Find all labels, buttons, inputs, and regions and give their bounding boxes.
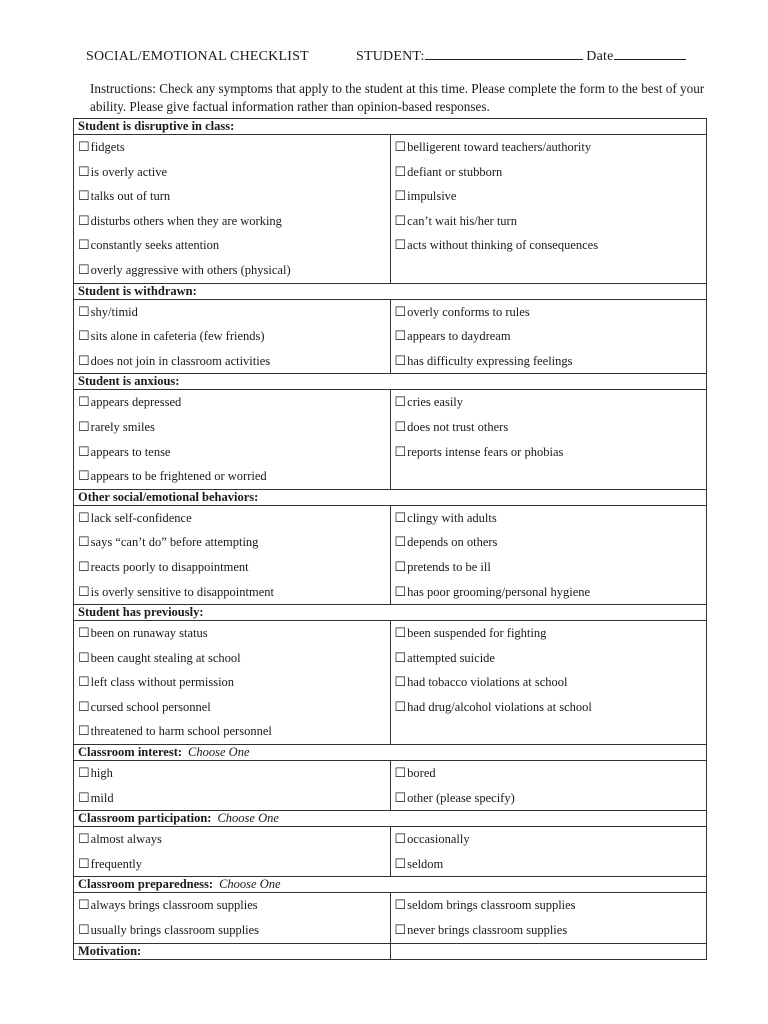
checklist-item-mild[interactable] — [78, 786, 386, 811]
checklist-item-talks-out-of-turn[interactable] — [78, 184, 386, 209]
checklist-item-fidgets[interactable] — [78, 135, 386, 160]
checklist-item-does-not-trust-others[interactable] — [395, 415, 703, 440]
checklist-item-label: almost always — [90, 832, 162, 847]
checklist-item-label: can’t wait his/her turn — [407, 213, 517, 228]
checkbox-icon[interactable]: ☐ — [394, 443, 407, 459]
checkbox-icon[interactable]: ☐ — [394, 509, 407, 525]
checklist-item-clingy-with-adults[interactable] — [395, 506, 703, 531]
choose-one-hint: Choose One — [188, 745, 250, 760]
checklist-item-label: rarely smiles — [90, 419, 155, 434]
checklist-item-belligerent-toward-teachers-authority[interactable] — [395, 135, 703, 160]
checkbox-icon[interactable]: ☐ — [394, 212, 407, 228]
checklist-item-label: lack self-confidence — [90, 510, 192, 525]
checklist-item-almost-always[interactable] — [78, 827, 386, 852]
checklist-item-label: appears to daydream — [407, 329, 511, 344]
checklist-item-depends-on-others[interactable] — [395, 530, 703, 555]
checklist-item-label: shy/timid — [90, 304, 138, 319]
checklist-item-label: reacts poorly to disappointment — [90, 559, 249, 574]
checklist-item-label: does not trust others — [407, 419, 509, 434]
motivation-field[interactable] — [390, 943, 707, 959]
checklist-item-label: sits alone in cafeteria (few friends) — [90, 329, 265, 344]
section-right-column — [390, 135, 707, 284]
checklist-item-label: been caught stealing at school — [90, 650, 241, 665]
checklist-item-overly-conforms-to-rules[interactable] — [395, 300, 703, 325]
checklist-item-label: other (please specify) — [407, 790, 515, 805]
checklist-item-has-poor-grooming-personal-hygiene[interactable] — [395, 580, 703, 605]
student-label: STUDENT: — [356, 49, 425, 64]
section-right-column — [390, 390, 707, 489]
checkbox-icon[interactable]: ☐ — [78, 583, 90, 599]
checklist-item-impulsive[interactable] — [395, 184, 703, 209]
checklist-item-label: frequently — [90, 856, 143, 871]
section-left-column — [74, 299, 391, 374]
section-right-column — [390, 893, 707, 943]
checklist-item-label: appears depressed — [90, 395, 182, 410]
section-header-student-is-disruptive-in-class — [74, 119, 707, 135]
checkbox-icon[interactable]: ☐ — [394, 352, 407, 368]
checklist-item-label: overly conforms to rules — [407, 304, 530, 319]
checklist-item-label: constantly seeks attention — [90, 238, 220, 253]
checkbox-icon[interactable]: ☐ — [78, 139, 90, 154]
checkbox-icon[interactable]: ☐ — [78, 237, 90, 253]
checklist-item-has-difficulty-expressing-feelings[interactable] — [395, 349, 703, 374]
checklist-item-usually-brings-classroom-supplies[interactable] — [78, 918, 386, 943]
checkbox-icon[interactable]: ☐ — [394, 534, 407, 550]
checkbox-icon[interactable]: ☐ — [394, 649, 407, 665]
section-title: Student is anxious: — [78, 374, 180, 389]
checklist-item-shy-timid[interactable] — [78, 300, 386, 325]
checklist-item-label: belligerent toward teachers/authority — [407, 140, 592, 154]
form-header — [86, 46, 726, 65]
checklist-item-label: always brings classroom supplies — [90, 898, 258, 913]
checklist-item-label: says “can’t do” before attempting — [90, 535, 259, 550]
checklist-item-label: disturbs others when they are working — [90, 213, 282, 228]
checkbox-icon[interactable]: ☐ — [394, 139, 407, 154]
checkbox-icon[interactable]: ☐ — [78, 188, 90, 204]
checkbox-icon[interactable]: ☐ — [78, 394, 90, 410]
section-header-student-is-withdrawn — [74, 283, 707, 299]
checkbox-icon[interactable]: ☐ — [394, 558, 407, 574]
checklist-item-label: left class without permission — [90, 675, 235, 690]
checkbox-icon[interactable]: ☐ — [78, 649, 90, 665]
checklist-item-defiant-or-stubborn[interactable] — [395, 160, 703, 185]
checklist-table — [73, 118, 707, 960]
checklist-item-cursed-school-personnel[interactable] — [78, 695, 386, 720]
checklist-item-label: talks out of turn — [90, 189, 171, 204]
section-header-student-has-previously — [74, 605, 707, 621]
checklist-item-label: has difficulty expressing feelings — [407, 353, 573, 368]
checklist-item-label: threatened to harm school personnel — [90, 724, 272, 739]
checklist-item-appears-to-be-frightened-or-worried[interactable] — [78, 464, 386, 489]
section-right-column — [390, 299, 707, 374]
checklist-item-label: attempted suicide — [407, 650, 495, 665]
checkbox-icon[interactable]: ☐ — [394, 789, 407, 805]
checklist-item-pretends-to-be-ill[interactable] — [395, 555, 703, 580]
section-left-column — [74, 390, 391, 489]
checklist-item-label: appears to tense — [90, 444, 171, 459]
checkbox-icon[interactable]: ☐ — [78, 534, 90, 550]
section-title: Student is disruptive in class: — [78, 119, 235, 133]
checklist-item-cries-easily[interactable] — [395, 390, 703, 415]
checklist-item-label: had drug/alcohol violations at school — [407, 699, 592, 714]
checklist-item-label: been suspended for fighting — [407, 626, 547, 641]
checklist-item-been-suspended-for-fighting[interactable] — [395, 621, 703, 646]
checkbox-icon[interactable]: ☐ — [394, 237, 407, 253]
checkbox-icon[interactable]: ☐ — [394, 328, 407, 344]
checklist-item-been-on-runaway-status[interactable] — [78, 621, 386, 646]
checklist-item-label: never brings classroom supplies — [407, 923, 568, 938]
checkbox-icon[interactable]: ☐ — [78, 723, 90, 739]
checklist-item-label: defiant or stubborn — [407, 164, 503, 179]
checklist-item-constantly-seeks-attention[interactable] — [78, 233, 386, 258]
checkbox-icon[interactable]: ☐ — [394, 674, 407, 690]
checkbox-icon[interactable]: ☐ — [394, 583, 407, 599]
checklist-item-attempted-suicide[interactable] — [395, 646, 703, 671]
section-header-classroom-preparedness — [74, 877, 707, 893]
motivation-label: Motivation: — [74, 943, 391, 959]
checkbox-icon[interactable]: ☐ — [78, 674, 90, 690]
checklist-item-label: fidgets — [90, 140, 125, 154]
checklist-item-overly-aggressive-with-others-physical[interactable] — [78, 258, 386, 283]
checklist-item-threatened-to-harm-school-personnel[interactable] — [78, 719, 386, 744]
checklist-item-acts-without-thinking-of-consequences[interactable] — [395, 233, 703, 258]
checkbox-icon[interactable]: ☐ — [78, 418, 90, 434]
checklist-item-label: cursed school personnel — [90, 699, 211, 714]
checklist-item-had-tobacco-violations-at-school[interactable] — [395, 670, 703, 695]
section-header-classroom-interest — [74, 745, 707, 761]
checklist-item-label: been on runaway status — [90, 626, 208, 641]
checklist-item-label: bored — [407, 766, 436, 781]
checklist-item-label: cries easily — [407, 395, 464, 410]
checklist-item-never-brings-classroom-supplies[interactable] — [395, 918, 703, 943]
section-left-column — [74, 621, 391, 745]
section-left-column — [74, 135, 391, 284]
checkbox-icon[interactable]: ☐ — [78, 468, 90, 484]
checklist-item-label: overly aggressive with others (physical) — [90, 262, 291, 277]
checklist-item-can-t-wait-his-her-turn[interactable] — [395, 209, 703, 234]
checklist-item-does-not-join-in-classroom-activities[interactable] — [78, 349, 386, 374]
checkbox-icon[interactable]: ☐ — [78, 558, 90, 574]
checkbox-icon[interactable]: ☐ — [78, 509, 90, 525]
checkbox-icon[interactable]: ☐ — [78, 831, 90, 847]
checkbox-icon[interactable]: ☐ — [78, 212, 90, 228]
checklist-item-reacts-poorly-to-disappointment[interactable] — [78, 555, 386, 580]
section-left-column — [74, 505, 391, 604]
checkbox-icon[interactable]: ☐ — [394, 855, 407, 871]
checklist-item-label: has poor grooming/personal hygiene — [407, 584, 591, 599]
checkbox-icon[interactable]: ☐ — [394, 188, 407, 204]
checklist-item-label: had tobacco violations at school — [407, 675, 568, 690]
checklist-item-label: clingy with adults — [407, 510, 497, 525]
checkbox-icon[interactable]: ☐ — [78, 303, 90, 319]
checklist-item-seldom[interactable] — [395, 852, 703, 877]
checkbox-icon[interactable]: ☐ — [394, 765, 407, 781]
checkbox-icon[interactable]: ☐ — [78, 855, 90, 871]
checklist-item-says-can-t-do-before-attempting[interactable] — [78, 530, 386, 555]
checkbox-icon[interactable]: ☐ — [78, 698, 90, 714]
checklist-item-is-overly-sensitive-to-disappointment[interactable] — [78, 580, 386, 605]
section-right-column — [390, 505, 707, 604]
checklist-item-high[interactable] — [78, 761, 386, 786]
form-title: SOCIAL/EMOTIONAL CHECKLIST — [86, 49, 309, 64]
choose-one-hint: Choose One — [217, 811, 279, 826]
checkbox-icon[interactable]: ☐ — [394, 163, 407, 179]
checklist-item-label: is overly active — [90, 164, 168, 179]
checklist-item-appears-depressed[interactable] — [78, 390, 386, 415]
checkbox-icon[interactable]: ☐ — [78, 897, 90, 913]
checklist-item-seldom-brings-classroom-supplies[interactable] — [395, 893, 703, 918]
checklist-item-lack-self-confidence[interactable] — [78, 506, 386, 531]
section-title: Classroom preparedness: — [78, 877, 214, 892]
checklist-item-other-please-specify[interactable] — [395, 786, 703, 811]
checklist-item-label: pretends to be ill — [407, 559, 491, 574]
section-title: Student has previously: — [78, 605, 204, 620]
checkbox-icon[interactable]: ☐ — [78, 765, 90, 781]
section-right-column — [390, 827, 707, 877]
checklist-item-appears-to-tense[interactable] — [78, 440, 386, 465]
checkbox-icon[interactable]: ☐ — [394, 303, 407, 319]
checklist-item-rarely-smiles[interactable] — [78, 415, 386, 440]
checklist-item-bored[interactable] — [395, 761, 703, 786]
checklist-item-label: reports intense fears or phobias — [407, 444, 564, 459]
section-title: Other social/emotional behaviors: — [78, 489, 259, 504]
section-left-column — [74, 761, 391, 811]
checklist-item-label: is overly sensitive to disappointment — [90, 584, 274, 599]
section-title: Classroom interest: — [78, 745, 183, 760]
checklist-item-label: usually brings classroom supplies — [90, 923, 260, 938]
choose-one-hint: Choose One — [219, 877, 281, 892]
checklist-item-label: high — [90, 766, 113, 781]
checklist-item-label: seldom — [407, 856, 444, 871]
checklist-item-label: seldom brings classroom supplies — [407, 898, 576, 913]
section-right-column — [390, 761, 707, 811]
checkbox-icon[interactable]: ☐ — [78, 328, 90, 344]
student-name-field[interactable] — [425, 46, 583, 60]
checklist-item-label: impulsive — [407, 189, 457, 204]
section-title: Student is withdrawn: — [78, 283, 197, 298]
instructions-text: Instructions: Check any symptoms that apply to the student at this time. Please complete the form to the best of your ability. Please give factual information rather than opinion-based responses. — [90, 81, 705, 114]
checklist-item-label: mild — [90, 790, 114, 805]
checklist-item-always-brings-classroom-supplies[interactable] — [78, 893, 386, 918]
checklist-item-is-overly-active[interactable] — [78, 160, 386, 185]
section-title: Classroom participation: — [78, 811, 212, 826]
checkbox-icon[interactable]: ☐ — [394, 418, 407, 434]
checkbox-icon[interactable]: ☐ — [394, 698, 407, 714]
checkbox-icon[interactable]: ☐ — [78, 261, 90, 277]
checkbox-icon[interactable]: ☐ — [78, 352, 90, 368]
checklist-item-had-drug-alcohol-violations-at-school[interactable] — [395, 695, 703, 720]
checklist-item-label: does not join in classroom activities — [90, 353, 271, 368]
checklist-item-frequently[interactable] — [78, 852, 386, 877]
checkbox-icon[interactable]: ☐ — [78, 163, 90, 179]
checklist-item-sits-alone-in-cafeteria-few-friends[interactable] — [78, 324, 386, 349]
checklist-item-label: depends on others — [407, 535, 498, 550]
checkbox-icon[interactable]: ☐ — [394, 922, 407, 938]
checkbox-icon[interactable]: ☐ — [78, 443, 90, 459]
checkbox-icon[interactable]: ☐ — [78, 625, 90, 641]
checkbox-icon[interactable]: ☐ — [394, 897, 407, 913]
checklist-item-left-class-without-permission[interactable] — [78, 670, 386, 695]
section-left-column — [74, 827, 391, 877]
checklist-item-reports-intense-fears-or-phobias[interactable] — [395, 440, 703, 465]
section-left-column — [74, 893, 391, 943]
checkbox-icon[interactable]: ☐ — [394, 831, 407, 847]
section-header-other-social-emotional-behaviors — [74, 489, 707, 505]
checklist-item-occasionally[interactable] — [395, 827, 703, 852]
checklist-item-label: occasionally — [407, 832, 470, 847]
checkbox-icon[interactable]: ☐ — [78, 922, 90, 938]
checklist-item-disturbs-others-when-they-are-working[interactable] — [78, 209, 386, 234]
checklist-item-appears-to-daydream[interactable] — [395, 324, 703, 349]
section-right-column — [390, 621, 707, 745]
date-field[interactable] — [614, 46, 686, 60]
date-label: Date — [586, 49, 614, 64]
checklist-item-been-caught-stealing-at-school[interactable] — [78, 646, 386, 671]
section-header-student-is-anxious — [74, 374, 707, 390]
checklist-item-label: appears to be frightened or worried — [90, 469, 267, 484]
section-header-classroom-participation — [74, 811, 707, 827]
checkbox-icon[interactable]: ☐ — [394, 394, 407, 410]
checkbox-icon[interactable]: ☐ — [78, 789, 90, 805]
checklist-item-label: acts without thinking of consequences — [407, 238, 599, 253]
checkbox-icon[interactable]: ☐ — [394, 625, 407, 641]
